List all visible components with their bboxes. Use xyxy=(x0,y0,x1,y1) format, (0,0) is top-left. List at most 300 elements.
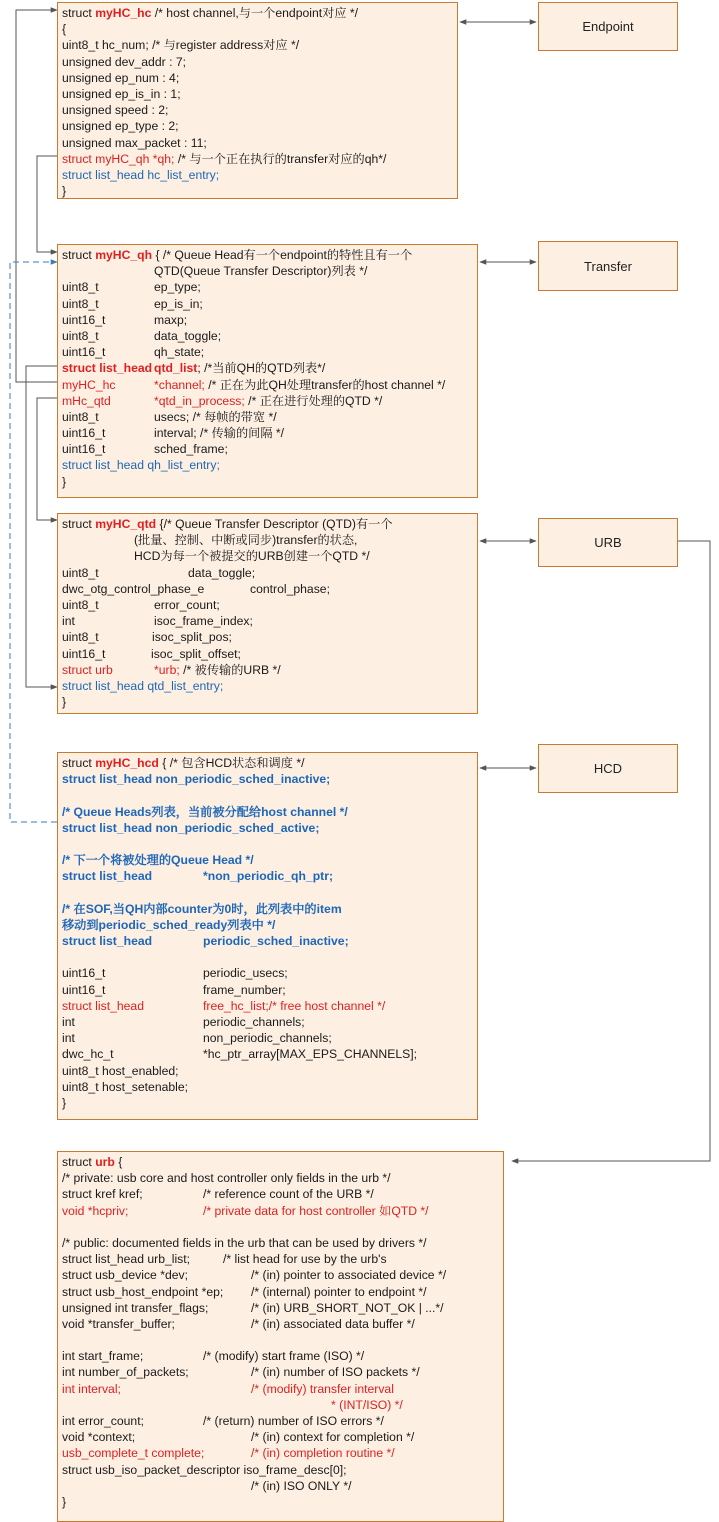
code-line xyxy=(62,312,473,328)
code-token: } xyxy=(62,1095,67,1110)
code-token: data_toggle; xyxy=(154,328,222,343)
code-token: /* private: usb core and host controller only fields in the urb */ xyxy=(62,1171,391,1186)
code-line xyxy=(62,1462,499,1478)
code-column xyxy=(62,1494,66,1510)
code-token: struct xyxy=(62,1155,96,1169)
code-line xyxy=(62,998,473,1014)
code-token: struct urb xyxy=(62,662,113,677)
code-line xyxy=(62,1445,499,1461)
code-column xyxy=(62,516,393,532)
hcd-label: HCD xyxy=(538,744,678,793)
code-line xyxy=(62,982,473,998)
code-column xyxy=(154,597,220,613)
code-token: /* (return) number of ISO errors */ xyxy=(203,1414,384,1428)
code-column xyxy=(62,151,386,167)
code-token: /* (modify) start frame (ISO) */ xyxy=(203,1349,365,1364)
code-token: *channel; xyxy=(154,377,205,392)
code-line xyxy=(62,1079,473,1095)
code-token: non_periodic_channels; xyxy=(203,1031,332,1046)
code-line xyxy=(62,901,473,917)
code-column xyxy=(62,474,66,490)
code-line xyxy=(62,247,473,263)
code-column xyxy=(62,86,181,102)
code-token: uint16_t xyxy=(62,966,106,981)
code-line xyxy=(62,425,473,441)
code-column xyxy=(62,1063,179,1079)
code-column xyxy=(62,70,179,86)
arrow-urb-label-struct xyxy=(512,541,710,1161)
code-token: ep_type; xyxy=(154,280,201,295)
arrow-hc-qh-to-qh xyxy=(37,156,57,252)
code-token: mHc_qtd xyxy=(62,393,111,408)
code-token: myHC_hc xyxy=(95,6,152,20)
code-column xyxy=(62,1095,66,1111)
urb-label: URB xyxy=(538,518,678,567)
code-token: *qtd_in_process; xyxy=(154,393,245,408)
code-column xyxy=(62,1046,114,1062)
code-column xyxy=(62,1284,223,1300)
code-line xyxy=(62,1014,473,1030)
code-line xyxy=(62,1046,473,1062)
code-column xyxy=(154,279,201,295)
code-column xyxy=(62,581,204,597)
code-line xyxy=(62,885,473,901)
code-line xyxy=(62,135,453,151)
code-column xyxy=(62,457,220,473)
code-line xyxy=(62,581,473,597)
code-column xyxy=(62,135,207,151)
code-column xyxy=(154,377,445,393)
myhc-qh-struct xyxy=(57,244,478,498)
code-column xyxy=(152,629,232,645)
code-column xyxy=(251,1478,351,1494)
code-line xyxy=(62,70,453,86)
code-column xyxy=(251,1429,414,1445)
code-token: unsigned int transfer_flags; xyxy=(62,1300,209,1315)
code-column xyxy=(62,1079,188,1095)
code-token: isoc_split_pos; xyxy=(152,630,232,645)
code-line xyxy=(62,1316,499,1332)
arrow-qh-qtd-to-qtd xyxy=(37,398,57,520)
code-column xyxy=(154,662,281,678)
code-column xyxy=(203,965,288,981)
code-column xyxy=(188,565,255,581)
code-column xyxy=(154,263,367,279)
code-token: /* 在SOF,当QH内部counter为0时，此列表中的item xyxy=(62,901,342,916)
code-token: uint8_t xyxy=(62,280,99,295)
code-column xyxy=(203,1348,364,1364)
code-token: uint16_t xyxy=(62,646,106,661)
code-column xyxy=(62,247,412,263)
code-line xyxy=(62,949,473,965)
code-line xyxy=(62,54,453,70)
code-token: QTD(Queue Transfer Descriptor)列表 */ xyxy=(154,264,368,279)
code-column xyxy=(203,933,349,949)
code-column xyxy=(62,1445,204,1461)
code-line xyxy=(62,328,473,344)
code-column xyxy=(62,1348,143,1364)
code-column xyxy=(154,613,253,629)
code-column xyxy=(62,771,330,787)
code-column xyxy=(251,1381,394,1397)
code-line xyxy=(62,457,473,473)
code-token: /* (in) completion routine */ xyxy=(251,1446,395,1461)
code-token: uint16_t xyxy=(62,442,106,457)
code-column xyxy=(62,377,116,393)
code-column xyxy=(62,1170,391,1186)
code-column xyxy=(154,441,228,457)
code-line xyxy=(62,296,473,312)
code-column xyxy=(154,425,284,441)
code-token: struct usb_device *dev; xyxy=(62,1268,189,1283)
code-line xyxy=(62,1251,499,1267)
code-token: unsigned ep_is_in : 1; xyxy=(62,86,181,101)
code-column xyxy=(62,1014,75,1030)
code-token: control_phase; xyxy=(250,581,330,596)
arrow-qtd-list-to-entry xyxy=(26,366,57,687)
code-token: struct list_head qtd_list_entry; xyxy=(62,678,224,693)
code-token: myHC_qh xyxy=(95,248,153,262)
code-line xyxy=(62,852,473,868)
code-column xyxy=(62,5,358,21)
code-column xyxy=(62,965,105,981)
code-token: HCD为每一个被提交的URB创建一个QTD */ xyxy=(134,549,370,564)
code-token: /* 与一个正在执行的transfer对应的qh*/ xyxy=(174,151,387,166)
code-line xyxy=(62,1397,499,1413)
code-token: /* (in) URB_SHORT_NOT_OK | ...*/ xyxy=(251,1300,444,1315)
code-line xyxy=(62,804,473,820)
code-column xyxy=(62,933,152,949)
endpoint-label: Endpoint xyxy=(538,2,678,51)
code-line xyxy=(62,1154,499,1170)
code-column xyxy=(203,1413,384,1429)
code-token: isoc_split_offset; xyxy=(151,646,241,661)
code-line xyxy=(62,37,453,53)
code-token: data_toggle; xyxy=(188,565,256,580)
code-token: myHC_hc xyxy=(62,377,116,392)
code-token: struct xyxy=(62,517,96,531)
code-token: struct list_head non_periodic_sched_inactive; xyxy=(62,772,331,787)
code-token: /* host channel,与一个endpoint对应 */ xyxy=(151,6,359,20)
code-token: dwc_hc_t xyxy=(62,1047,114,1062)
code-line xyxy=(62,933,473,949)
code-token: /* (in) context for completion */ xyxy=(251,1430,415,1445)
code-column xyxy=(62,1462,347,1478)
code-token: /* public: documented fields in the urb that can be used by drivers */ xyxy=(62,1235,427,1250)
code-token: int xyxy=(62,1015,75,1029)
code-token: urb xyxy=(95,1155,115,1169)
code-token: { xyxy=(62,22,67,37)
code-token: /* Queue Heads列表，当前被分配给host channel */ xyxy=(62,804,348,819)
code-line xyxy=(62,86,453,102)
code-token: periodic_usecs; xyxy=(203,966,288,981)
code-line xyxy=(62,1413,499,1429)
code-token: ; /*当前QH的QTD列表*/ xyxy=(197,361,326,376)
code-line xyxy=(62,1332,499,1348)
code-token: int number_of_packets; xyxy=(62,1365,189,1380)
code-token: free_hc_list;/* free host channel */ xyxy=(203,998,386,1013)
code-column xyxy=(62,1364,189,1380)
code-column xyxy=(251,1445,395,1461)
code-token: /* (internal) pointer to endpoint */ xyxy=(251,1284,427,1299)
code-column xyxy=(134,548,370,564)
code-token: error_count; xyxy=(154,597,220,612)
code-token: { xyxy=(114,1155,123,1169)
code-line xyxy=(62,1170,499,1186)
code-column xyxy=(151,646,241,662)
code-column xyxy=(203,1203,429,1219)
code-token: } xyxy=(62,474,67,489)
code-column xyxy=(62,344,105,360)
code-column xyxy=(62,360,152,376)
code-line xyxy=(62,662,473,678)
code-line xyxy=(62,5,453,21)
code-token: periodic_channels; xyxy=(203,1015,305,1029)
code-token: uint16_t xyxy=(62,312,106,327)
code-column xyxy=(251,1364,420,1380)
code-line xyxy=(62,1030,473,1046)
code-token: /* private data for host controller 如QTD */ xyxy=(203,1203,429,1218)
code-token: uint8_t xyxy=(62,409,99,424)
code-token: uint16_t xyxy=(62,345,106,360)
code-line xyxy=(62,1267,499,1283)
code-column xyxy=(62,279,99,295)
code-column xyxy=(62,1154,122,1170)
code-line xyxy=(62,755,473,771)
code-token: void *transfer_buffer; xyxy=(62,1316,175,1331)
code-column xyxy=(62,37,299,53)
code-token: *urb; xyxy=(154,662,180,677)
transfer-label: Transfer xyxy=(538,241,678,291)
code-column xyxy=(62,1316,175,1332)
code-line xyxy=(62,836,473,852)
code-column xyxy=(62,54,186,70)
code-line xyxy=(62,279,473,295)
code-line xyxy=(62,613,473,629)
code-line xyxy=(62,393,473,409)
code-column xyxy=(154,360,325,376)
code-token: unsigned speed : 2; xyxy=(62,103,169,118)
code-column xyxy=(62,1203,128,1219)
code-token: periodic_sched_inactive; xyxy=(203,934,349,949)
code-token: /* 正在进行处理的QTD */ xyxy=(244,393,383,408)
code-column xyxy=(134,532,357,548)
code-column xyxy=(62,804,348,820)
code-token: uint8_t host_enabled; xyxy=(62,1063,179,1078)
code-column xyxy=(203,1186,374,1202)
code-token: struct xyxy=(62,248,96,262)
code-column xyxy=(62,312,105,328)
code-token: unsigned ep_num : 4; xyxy=(62,70,180,85)
code-column xyxy=(62,328,99,344)
code-column xyxy=(62,21,66,37)
code-token: /* (in) ISO ONLY */ xyxy=(251,1478,352,1493)
code-token: int interval; xyxy=(62,1381,121,1396)
code-line xyxy=(62,771,473,787)
code-line xyxy=(62,1095,473,1111)
code-line xyxy=(62,516,473,532)
code-line xyxy=(62,678,473,694)
code-column xyxy=(62,917,275,933)
code-token: int xyxy=(62,1031,75,1046)
code-line xyxy=(62,1364,499,1380)
code-token: struct list_head xyxy=(62,998,144,1013)
code-column xyxy=(154,328,221,344)
code-token: frame_number; xyxy=(203,982,286,997)
code-token: dwc_otg_control_phase_e xyxy=(62,581,205,596)
code-column xyxy=(203,982,286,998)
code-column xyxy=(203,868,333,884)
code-column xyxy=(62,1251,190,1267)
code-token: struct usb_host_endpoint *ep; xyxy=(62,1284,224,1299)
code-token: *hc_ptr_array[MAX_EPS_CHANNELS]; xyxy=(203,1047,418,1062)
code-line xyxy=(62,1186,499,1202)
code-column xyxy=(62,1186,143,1202)
code-line xyxy=(62,532,473,548)
code-line xyxy=(62,360,473,376)
code-token: uint8_t host_setenable; xyxy=(62,1079,189,1094)
code-column xyxy=(62,820,319,836)
code-line xyxy=(62,1300,499,1316)
code-token: *non_periodic_qh_ptr; xyxy=(203,869,334,884)
code-token: interval; /* 传输的间隔 */ xyxy=(154,426,285,441)
code-token: struct xyxy=(62,756,96,770)
code-column xyxy=(251,1267,446,1283)
code-line xyxy=(62,820,473,836)
code-column xyxy=(62,982,105,998)
code-token: struct myHC_qh *qh; xyxy=(62,151,175,166)
code-column xyxy=(62,694,66,710)
code-line xyxy=(62,21,453,37)
code-line xyxy=(62,1235,499,1251)
code-column xyxy=(62,425,105,441)
code-line xyxy=(62,344,473,360)
urb-struct xyxy=(57,1151,504,1522)
code-column xyxy=(62,678,223,694)
code-token: * (INT/ISO) */ xyxy=(331,1397,403,1412)
code-token: ep_is_in; xyxy=(154,296,203,311)
code-column xyxy=(62,868,152,884)
code-token: struct list_head non_periodic_sched_active; xyxy=(62,820,320,835)
code-token: uint8_t xyxy=(62,296,99,311)
code-column xyxy=(154,344,204,360)
code-column xyxy=(251,1300,444,1316)
code-column xyxy=(62,613,75,629)
code-token: sched_frame; xyxy=(154,442,228,457)
code-line xyxy=(62,263,473,279)
code-line xyxy=(62,474,473,490)
code-token: int start_frame; xyxy=(62,1349,144,1364)
code-line xyxy=(62,377,473,393)
code-line xyxy=(62,1284,499,1300)
code-column xyxy=(62,662,113,678)
code-token: /* 下一个将被处理的Queue Head */ xyxy=(62,853,254,868)
code-column xyxy=(62,183,66,199)
code-column xyxy=(62,102,168,118)
code-token: unsigned ep_type : 2; xyxy=(62,119,179,134)
code-token: uint8_t xyxy=(62,630,99,645)
code-line xyxy=(62,441,473,457)
code-column xyxy=(62,1413,144,1429)
code-line xyxy=(62,565,473,581)
code-token: (批量、控制、中断或同步)transfer的状态, xyxy=(134,533,358,548)
myhc-qtd-struct xyxy=(57,513,478,714)
code-token: struct list_head urb_list; xyxy=(62,1252,191,1267)
code-token: struct kref kref; xyxy=(62,1187,143,1202)
code-line xyxy=(62,629,473,645)
code-column xyxy=(154,312,187,328)
code-line xyxy=(62,1219,499,1235)
code-line xyxy=(62,694,473,710)
arrow-hcd-active-to-qh xyxy=(10,262,57,822)
code-line xyxy=(62,965,473,981)
code-token: } xyxy=(62,1494,67,1509)
code-line xyxy=(62,597,473,613)
code-column xyxy=(62,441,105,457)
code-token: { /* Queue Head有一个endpoint的特性且有一个 xyxy=(152,248,413,262)
code-column xyxy=(251,1284,426,1300)
code-token: qh_state; xyxy=(154,345,205,360)
code-token: struct list_head hc_list_entry; xyxy=(62,167,220,182)
code-line xyxy=(62,1348,499,1364)
code-column xyxy=(62,1429,135,1445)
code-column xyxy=(62,167,219,183)
code-token: /* (in) associated data buffer */ xyxy=(251,1316,415,1331)
code-column xyxy=(154,409,277,425)
code-token: usecs; /* 每帧的带宽 */ xyxy=(154,409,277,424)
code-column xyxy=(203,998,385,1014)
code-token: void *context; xyxy=(62,1430,136,1445)
code-token: struct list_head xyxy=(62,869,153,884)
code-line xyxy=(62,1494,499,1510)
code-column xyxy=(62,565,99,581)
code-token: } xyxy=(62,184,67,199)
code-token: int error_count; xyxy=(62,1414,144,1428)
code-column xyxy=(62,296,99,312)
code-column xyxy=(62,755,304,771)
code-line xyxy=(62,1381,499,1397)
code-column xyxy=(62,1381,121,1397)
code-column xyxy=(203,1014,305,1030)
code-column xyxy=(154,296,203,312)
code-token: unsigned max_packet : 11; xyxy=(62,135,207,150)
code-token: struct list_head qh_list_entry; xyxy=(62,458,220,473)
code-column xyxy=(62,393,111,409)
code-line xyxy=(62,167,453,183)
code-token: /* 被传输的URB */ xyxy=(179,662,281,677)
code-column xyxy=(250,581,330,597)
code-token: usb_complete_t complete; xyxy=(62,1446,205,1461)
code-token: struct xyxy=(62,6,96,20)
code-token: void *hcpriv; xyxy=(62,1203,129,1218)
code-token: } xyxy=(62,695,67,710)
code-token: int xyxy=(62,614,75,629)
code-column xyxy=(223,1251,387,1267)
code-token: struct usb_iso_packet_descriptor iso_frame_desc[0]; xyxy=(62,1462,347,1477)
code-column xyxy=(62,629,99,645)
code-token: uint8_t xyxy=(62,328,99,343)
code-column xyxy=(62,646,105,662)
myhc-hcd-struct xyxy=(57,752,478,1120)
code-token: 移动到periodic_sched_ready列表中 */ xyxy=(62,917,276,932)
code-column xyxy=(62,852,254,868)
code-line xyxy=(62,1203,499,1219)
code-column xyxy=(62,1235,426,1251)
code-column xyxy=(62,1030,75,1046)
code-column xyxy=(62,1300,208,1316)
code-column xyxy=(62,409,99,425)
code-line xyxy=(62,1063,473,1079)
